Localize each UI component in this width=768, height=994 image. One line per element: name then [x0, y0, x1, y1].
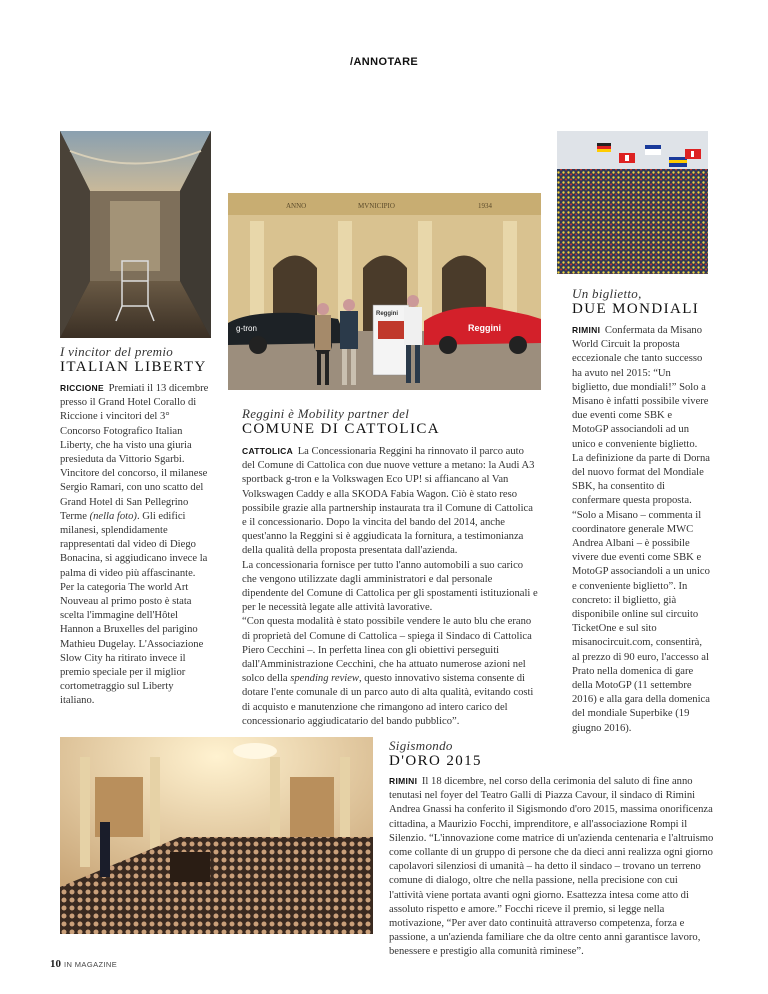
section-label: /ANNOTARE	[350, 56, 419, 68]
reggini-location: CATTOLICA	[242, 446, 294, 456]
mondiali-location: RIMINI	[572, 325, 601, 335]
mondiali-body: RIMINI Confermata da Misano World Circuit la proposta eccezionale che tanto successo ha avuto nel 2015: “Un biglietto, due mondiali!” Solo a Misano è infatti possibile vivere due eventi come SBK e MotoGP associandoli ad un unico e conveniente biglietto. La definizione da parte di Dorna del nuovo format del Mondiale SBK, ha consentito di confermare questa proposta. “Solo a Misano – commenta il coordinatore generale MWC Andrea Albani – è possibile vivere due eventi come SBK e MotoGP associandoli a un unico e conveniente biglietto”. In concreto: il biglietto, già disponibile online sul circuito TicketOne e sul sito misanocircuit.com, consentirà, al prezzo di 90 euro, l'accesso al Prato nella domenica di gare della MotoGP (11 settembre 2016) e alla gara della domenica del mondiale Superbike (19 giugno 2016).	[572, 325, 710, 734]
sigismondo-location: RIMINI	[389, 776, 418, 786]
page-number: 10	[50, 958, 61, 970]
mondiali-kicker: Un biglietto,	[572, 286, 642, 301]
sigismondo-title: D'ORO 2015	[389, 753, 482, 769]
photo-theatre-ceremony	[60, 737, 373, 934]
svg-text:g-tron: g-tron	[236, 324, 257, 333]
sigismondo-kicker: Sigismondo	[389, 738, 453, 753]
liberty-kicker: I vincitor del premio	[60, 344, 174, 359]
sign-brand: Reggini	[376, 311, 398, 317]
mondiali-title: DUE MONDIALI	[572, 301, 700, 317]
frieze-anno: ANNO	[286, 202, 307, 210]
reggini-title: COMUNE DI CATTOLICA	[242, 421, 440, 437]
reggini-body: CATTOLICA La Concessionaria Reggini ha rinnovato il parco auto del Comune di Cattolica con due nuove vetture a metano: la Audi A3 sportback g-tron e la Volkswagen Eco UP! si affiancano al Van Volkswagen Caddy e alla SKODA Fabia Wagon. Ciò è stato reso possibile grazie alla partnership instaurata tra il Comune di Cattolica e il concessionario. Dopo la vincita del bando del 2014, anche quest'anno la Reggini si è aggiudicata la fornitura, a testimonianza della qualità della proposta presentata dall'azienda. La concessionaria fornisce per tutto l'anno automobili a suo carico che vengono utilizzate dagli amministratori e dal personale dipendente del Comune di Cattolica per gli spostamenti istituzionali e per le necessità legate alle attività lavorative. “Con questa modalità è stato possibile vendere le auto blu che erano di proprietà del Comune di Cattolica – spiega il Sindaco di Cattolica Piero Cecchini –. In perfetta linea con gli obiettivi perseguiti dall'Amministrazione Cecchini, che ha attuato numerose azioni nel solco della spending review, questo innovativo sistema consente di dotare l'ente comunale di un parco auto di alta qualità, evitando costi di acquisto e manutenzione che rimangono ad intero carico del concessionario aggiudicatario del bando pubblico”.	[242, 446, 538, 727]
liberty-title: ITALIAN LIBERTY	[60, 359, 207, 375]
photo-misano-crowd	[557, 131, 708, 274]
frieze-municipio: MVNICIPIO	[358, 202, 395, 210]
photo-liberty-interior	[60, 131, 211, 338]
sigismondo-body: RIMINI Il 18 dicembre, nel corso della cerimonia del saluto di fine anno tenutasi nel foyer del Teatro Galli di Piazza Cavour, il sindaco di Rimini Andrea Gnassi ha conferito il Sigismondo d'oro 2015, massima onorificenza cittadina, a Maurizio Focchi, imprenditore, e all'associazione Rompi il Silenzio. “L'innovazione come matrice di un'azienda centenaria e l'altruismo come collante di un gruppo di persone che da dieci anni realizza ogni giorno capolavori silenziosi di umanità – ha detto il sindaco – trovano un terreno comune di dialogo, oltre che nella passione, nella precisione con cui l'attività viene portata avanti ogni giorno. Esattezza intesa come atto di assoluto rispetto e amore.” Focchi riceve il premio, si legge nella motivazione, “Per aver dato continuità attraverso competenza, forza e passione, a un'azienda familiare che da oltre cento anni garantisce lavoro, benessere e prestigio alla comunità riminese”.	[389, 776, 714, 958]
liberty-body: RICCIONE Premiati il 13 dicembre presso il Grand Hotel Corallo di Riccione i vincitori del 3° Concorso Fotografico Italian Liberty, che ha visto una giuria presieduta da Vittorio Sgarbi. Vincitore del concorso, il milanese Sergio Ramari, con uno scatto del Grand Hotel di San Pellegrino Terme (nella foto). Gli edifici milanesi, splendidamente rappresentati dal video di Diego Bonacina, si aggiudicano invece la palma di video più affascinante. Per la categoria The world Art Nouveau al primo posto è stata scelta l'immagine dell'Hôtel Hannon a Bruxelles del parigino Mathieu Dugelay. L'Associazione Slow City ha ritirato invece il premio speciale per il miglior cortometraggio sul Liberty italiano.	[60, 383, 209, 707]
liberty-location: RICCIONE	[60, 383, 104, 393]
reggini-kicker: Reggini è Mobility partner del	[242, 406, 410, 421]
photo-municipio-cars	[228, 193, 541, 390]
magazine-name: IN MAGAZINE	[64, 960, 118, 969]
car-brand: Reggini	[468, 323, 501, 333]
frieze-year: 1934	[478, 202, 492, 210]
